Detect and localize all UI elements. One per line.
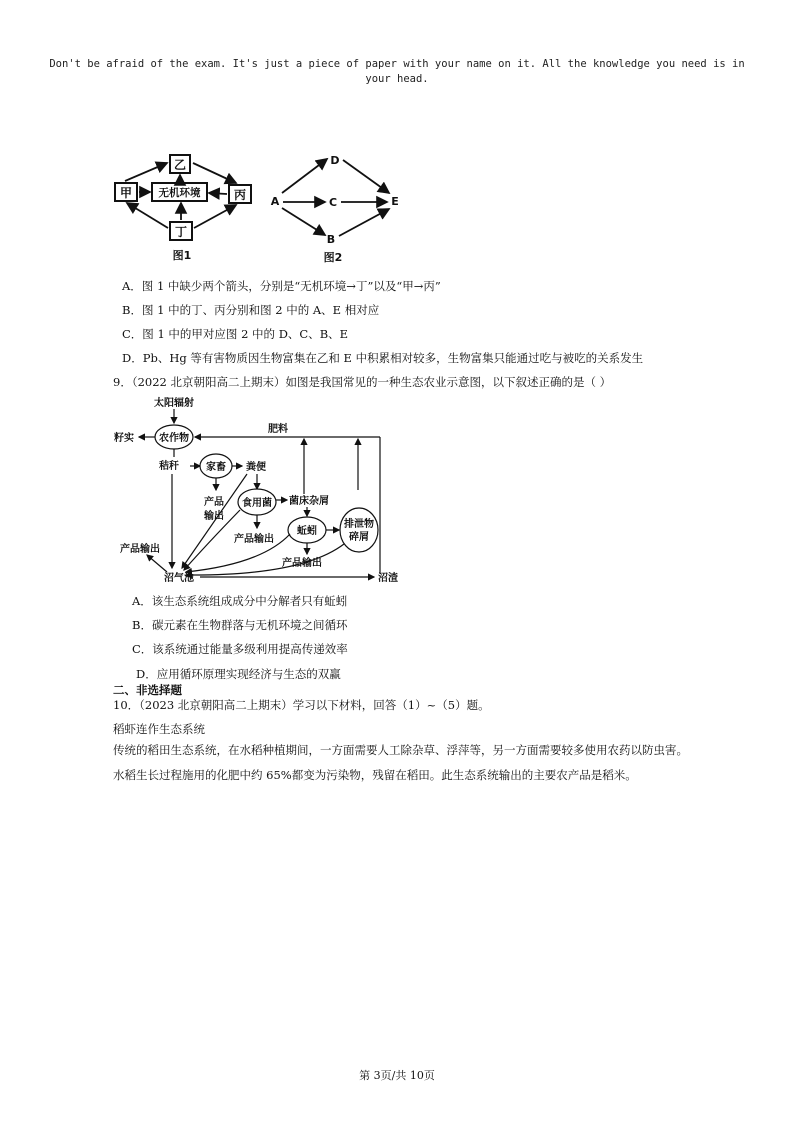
label-seed: 籽实 [114,433,134,444]
arrow-manure-biogas [182,474,247,568]
fig2-label-c: C [328,196,338,209]
arrow-bing-env [209,193,227,194]
arrow-ding-bing [194,205,236,228]
fig2-label-b: B [326,233,336,246]
label-fertilizer: 肥料 [268,424,288,435]
fig1-caption: 图1 [172,249,192,262]
arrow-yi-bing [193,163,236,183]
header-motto: Don't be afraid of the exam. It's just a piece of paper with your name on it. All the knowledge you need is in your head. [49,58,745,85]
arrow-a-d [282,159,327,193]
fig1-label-yi: 乙 [173,158,187,172]
fig1-label-ding: 丁 [174,225,188,239]
section-heading: 二、非选择题 [113,683,182,697]
fig1-label-jia: 甲 [119,186,133,200]
figure-2 [265,150,415,266]
fig2-label-d: D [330,154,340,167]
label-manure: 粪便 [246,462,266,473]
material-paragraph: 传统的稻田生态系统，在水稻种植期间，一方面需要人工除杂草、浮萍等，另一方面需要较多使用农药以防虫害。水稻生长过程施用的化肥中约 65%都变为污染物，残留在稻田。此生态系统输出的主要农产品是稻米。 [113,743,688,782]
label-straw: 秸秆 [159,461,179,472]
page-footer: 第 3页/共 10页 [359,1069,435,1082]
fig2-label-e: E [391,195,399,208]
arrow-jia-yi [125,163,167,181]
arrow-a-b [282,208,325,235]
q9-option-a: A．该生态系统组成成分中分解者只有蚯蚓 [132,594,348,608]
eco-agriculture-diagram [112,394,412,586]
arrow-biogas-product [147,555,167,572]
fig2-caption: 图2 [323,251,343,264]
label-livestock: 家畜 [206,462,226,473]
q8-option-d: D．Pb、Hg 等有害物质因生物富集在乙和 E 中积累相对较多，生物富集只能通过吃与被吃的关系发生 [122,351,644,365]
label-crop: 农作物 [159,433,189,444]
arrow-b-e [339,209,389,236]
q8-option-b: B．图 1 中的丁、丙分别和图 2 中的 A、E 相对应 [122,303,380,317]
node-excreta [340,508,378,552]
label-product-output-mushroom: 产品输出 [234,534,274,545]
label-product-a: 产品 [204,497,224,508]
label-mushroom: 食用菌 [242,498,272,509]
label-bed-residue: 菌床杂屑 [289,496,329,507]
label-excreta-b: 碎屑 [349,532,369,543]
arrow-d-e [343,160,389,193]
material-title: 稻虾连作生态系统 [113,722,205,736]
fig1-label-env: 无机环境 [158,187,201,199]
label-product-b: 输出 [204,511,224,522]
fig2-label-a: A [270,195,280,208]
q9-option-b: B．碳元素在生物群落与无机环境之间循环 [132,618,348,632]
q8-option-c: C．图 1 中的甲对应图 2 中的 D、C、B、E [122,327,349,341]
label-sludge: 沼渣 [378,573,398,584]
q10-stem: 10．（2023 北京朝阳高二上期末）学习以下材料，回答（1）~（5）题。 [113,698,490,712]
figure-1 [110,150,260,266]
label-biogas: 沼气池 [164,573,194,584]
q9-stem: 9．（2022 北京朝阳高二上期末）如图是我国常见的一种生态农业示意图，以下叙述正确的是（ ） [113,375,612,389]
q9-option-d: D．应用循环原理实现经济与生态的双赢 [136,667,341,681]
label-sun: 太阳辐射 [154,398,194,409]
fig1-label-bing: 丙 [233,188,247,202]
arrow-ding-jia [127,203,168,228]
label-product-output-biogas: 产品输出 [120,544,160,555]
q9-option-c: C．该系统通过能量多级利用提高传递效率 [132,642,348,656]
label-excreta-a: 排泄物 [344,519,374,530]
label-product-output-earthworm: 产品输出 [282,558,322,569]
label-earthworm: 蚯蚓 [297,526,317,537]
q8-option-a: A．图 1 中缺少两个箭头，分别是“无机环境→丁”以及“甲→丙” [122,279,441,293]
